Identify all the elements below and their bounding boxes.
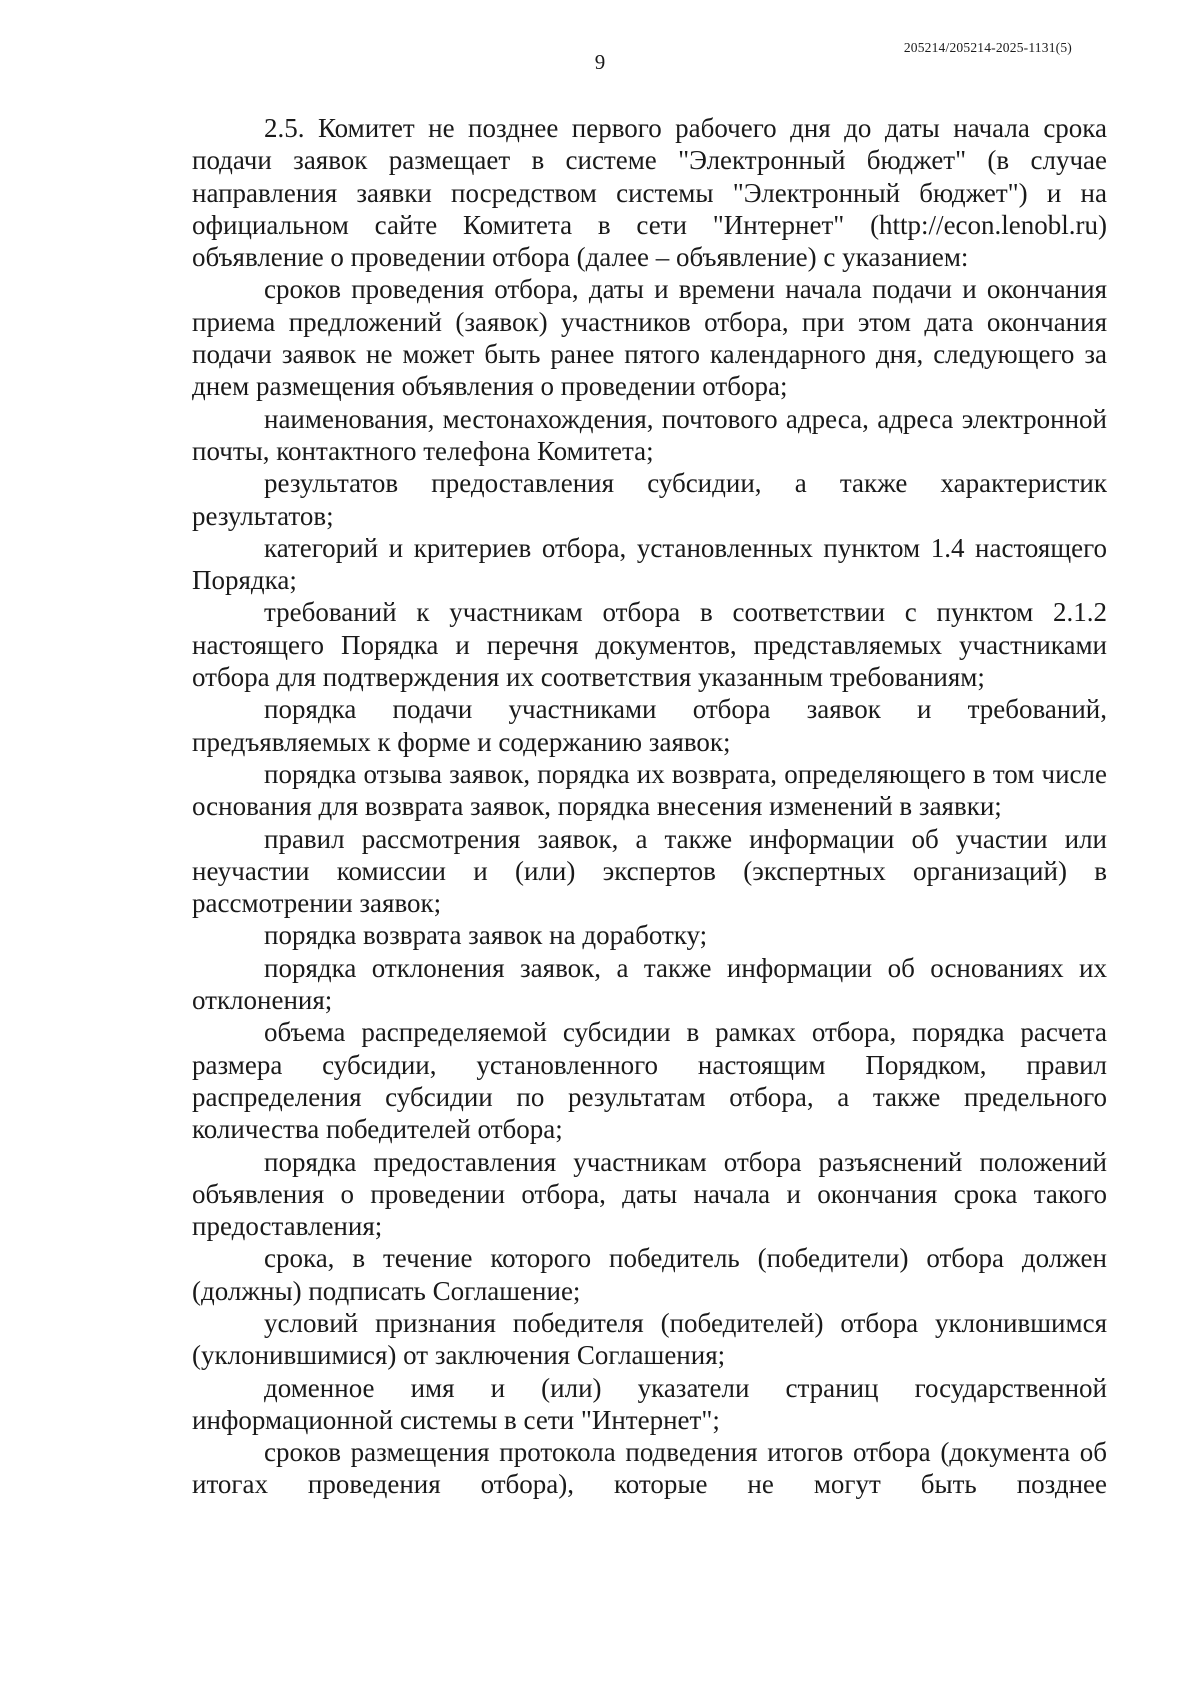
list-item-return-for-revision: порядка возврата заявок на доработку; [264, 920, 708, 951]
list-item-results: результатов предоставления субсидии, а также характеристик результатов; [192, 468, 1107, 531]
paragraph-2-5: 2.5. Комитет не позднее первого рабочего дня до даты начала срока подачи заявок размещает в системе "Электронный бюджет" (в случае направления заявки посредством системы "Электронный бюджет") и на официальном сайте Комитета в сети "Интернет" (http://econ.lenobl.ru) объявление о проведении отбора (далее – объявление) с указанием: [192, 113, 1107, 273]
list-item-submission-order: порядка подачи участниками отбора заявок и требований, предъявляемых к форме и содержанию заявок; [192, 694, 1107, 757]
document-body [192, 112, 1107, 1501]
document-id: 205214/205214-2025-1131(5) [903, 40, 1072, 55]
list-item-evasion-conditions: условий признания победителя (победителей) отбора уклонившимся (уклонившимися) от заключения Соглашения; [192, 1307, 1107, 1371]
list-item-signing-deadline: срока, в течение которого победитель (победители) отбора должен (должны) подписать Соглашение; [192, 1243, 1107, 1306]
list-item-withdrawal-order: порядка отзыва заявок, порядка их возврата, определяющего в том числе основания для возврата заявок, порядка внесения изменений в заявки; [192, 758, 1107, 822]
list-item-protocol-deadlines: сроков размещения протокола подведения итогов отбора (документа об итогах проведения отбора), которые не могут быть позднее [192, 1437, 1107, 1500]
list-item-domain-name: доменное имя и (или) указатели страниц государственной информационной системы в сети "Интернет"; [192, 1372, 1107, 1435]
list-item-clarifications: порядка предоставления участникам отбора разъяснений положений объявления о проведении отбора, даты начала и окончания срока такого предоставления; [192, 1146, 1107, 1242]
list-item-deadlines: сроков проведения отбора, даты и времени начала подачи и окончания приема предложений (заявок) участников отбора, при этом дата окончания подачи заявок не может быть ранее пятого календарного дня, следующего за днем размещения объявления о проведении отбора; [192, 274, 1107, 402]
list-item-requirements: требований к участникам отбора в соответствии с пунктом 2.1.2 настоящего Порядка и перечня документов, представляемых участниками отбора для подтверждения их соответствия указанным требованиям; [192, 597, 1107, 693]
list-item-rejection-order: порядка отклонения заявок, а также информации об основаниях их отклонения; [192, 952, 1107, 1016]
list-item-review-rules: правил рассмотрения заявок, а также информации об участии или неучастии комиссии и (или) экспертов (экспертных организаций) в рассмотрении заявок; [192, 823, 1107, 919]
list-item-committee-contacts: наименования, местонахождения, почтового адреса, адреса электронной почты, контактного телефона Комитета; [192, 403, 1107, 466]
page-number: 9 [594, 50, 606, 74]
list-item-subsidy-volume: объема распределяемой субсидии в рамках отбора, порядка расчета размера субсидии, установленного настоящим Порядком, правил распределения субсидии по результатам отбора, а также предельного количества победителей отбора; [192, 1017, 1107, 1145]
list-item-categories: категорий и критериев отбора, установленных пунктом 1.4 настоящего Порядка; [192, 532, 1107, 596]
